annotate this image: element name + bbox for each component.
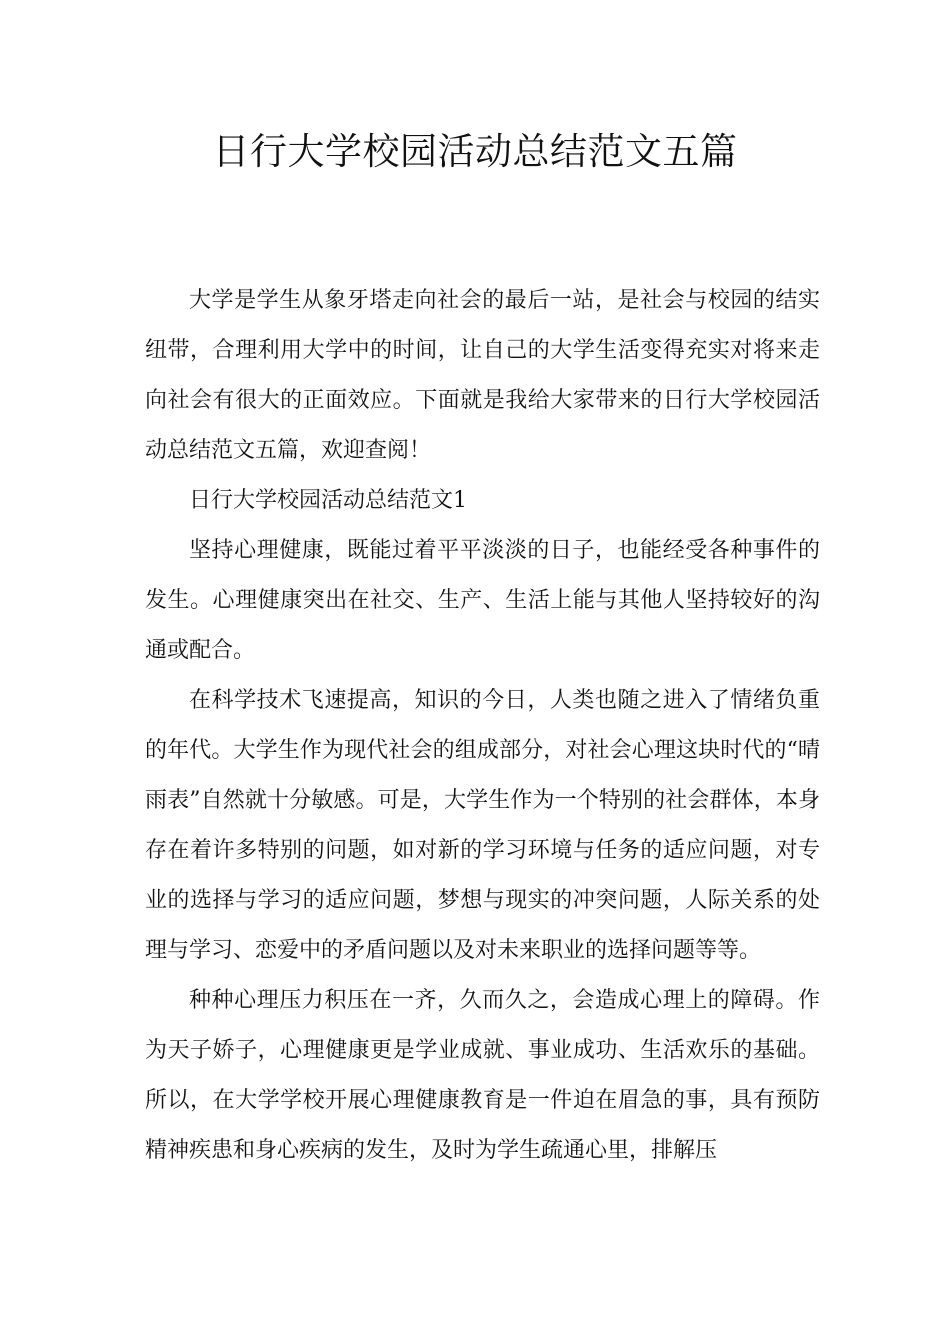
body-paragraph-3: 种种心理压力积压在一齐，久而久之，会造成心理上的障碍。作为天子娇子，心理健康更是学业成就、事业成功、生活欢乐的基础。所以，在大学学校开展心理健康教育是一件迫在眉急的事，具有预防精神疾患和身心疾病的发生，及时为学生疏通心里，排解压 (145, 988, 820, 1163)
document-title: 日行大学校园活动总结范文五篇 (212, 130, 738, 173)
body-paragraph-1: 坚持心理健康，既能过着平平淡淡的日子，也能经受各种事件的发生。心理健康突出在社交、生产、生活上能与其他人坚持较好的沟通或配合。 (145, 538, 820, 663)
section-heading-1: 日行大学校园活动总结范文1 (189, 488, 467, 513)
body-paragraph-2: 在科学技术飞速提高，知识的今日，人类也随之进入了情绪负重的年代。大学生作为现代社会的组成部分，对社会心理这块时代的“晴雨表”自然就十分敏感。可是，大学生作为一个特别的社会群体，本身存在着许多特别的问题，如对新的学习环境与任务的适应问题，对专业的选择与学习的适应问题，梦想与现实的冲突问题，人际关系的处理与学习、恋爱中的矛盾问题以及对未来职业的选择问题等等。 (145, 688, 820, 963)
document-body (145, 276, 820, 1176)
intro-paragraph: 大学是学生从象牙塔走向社会的最后一站，是社会与校园的结实纽带，合理利用大学中的时间，让自己的大学生活变得充实对将来走向社会有很大的正面效应。下面就是我给大家带来的日行大学校园活动总结范文五篇，欢迎查阅！ (145, 288, 820, 463)
